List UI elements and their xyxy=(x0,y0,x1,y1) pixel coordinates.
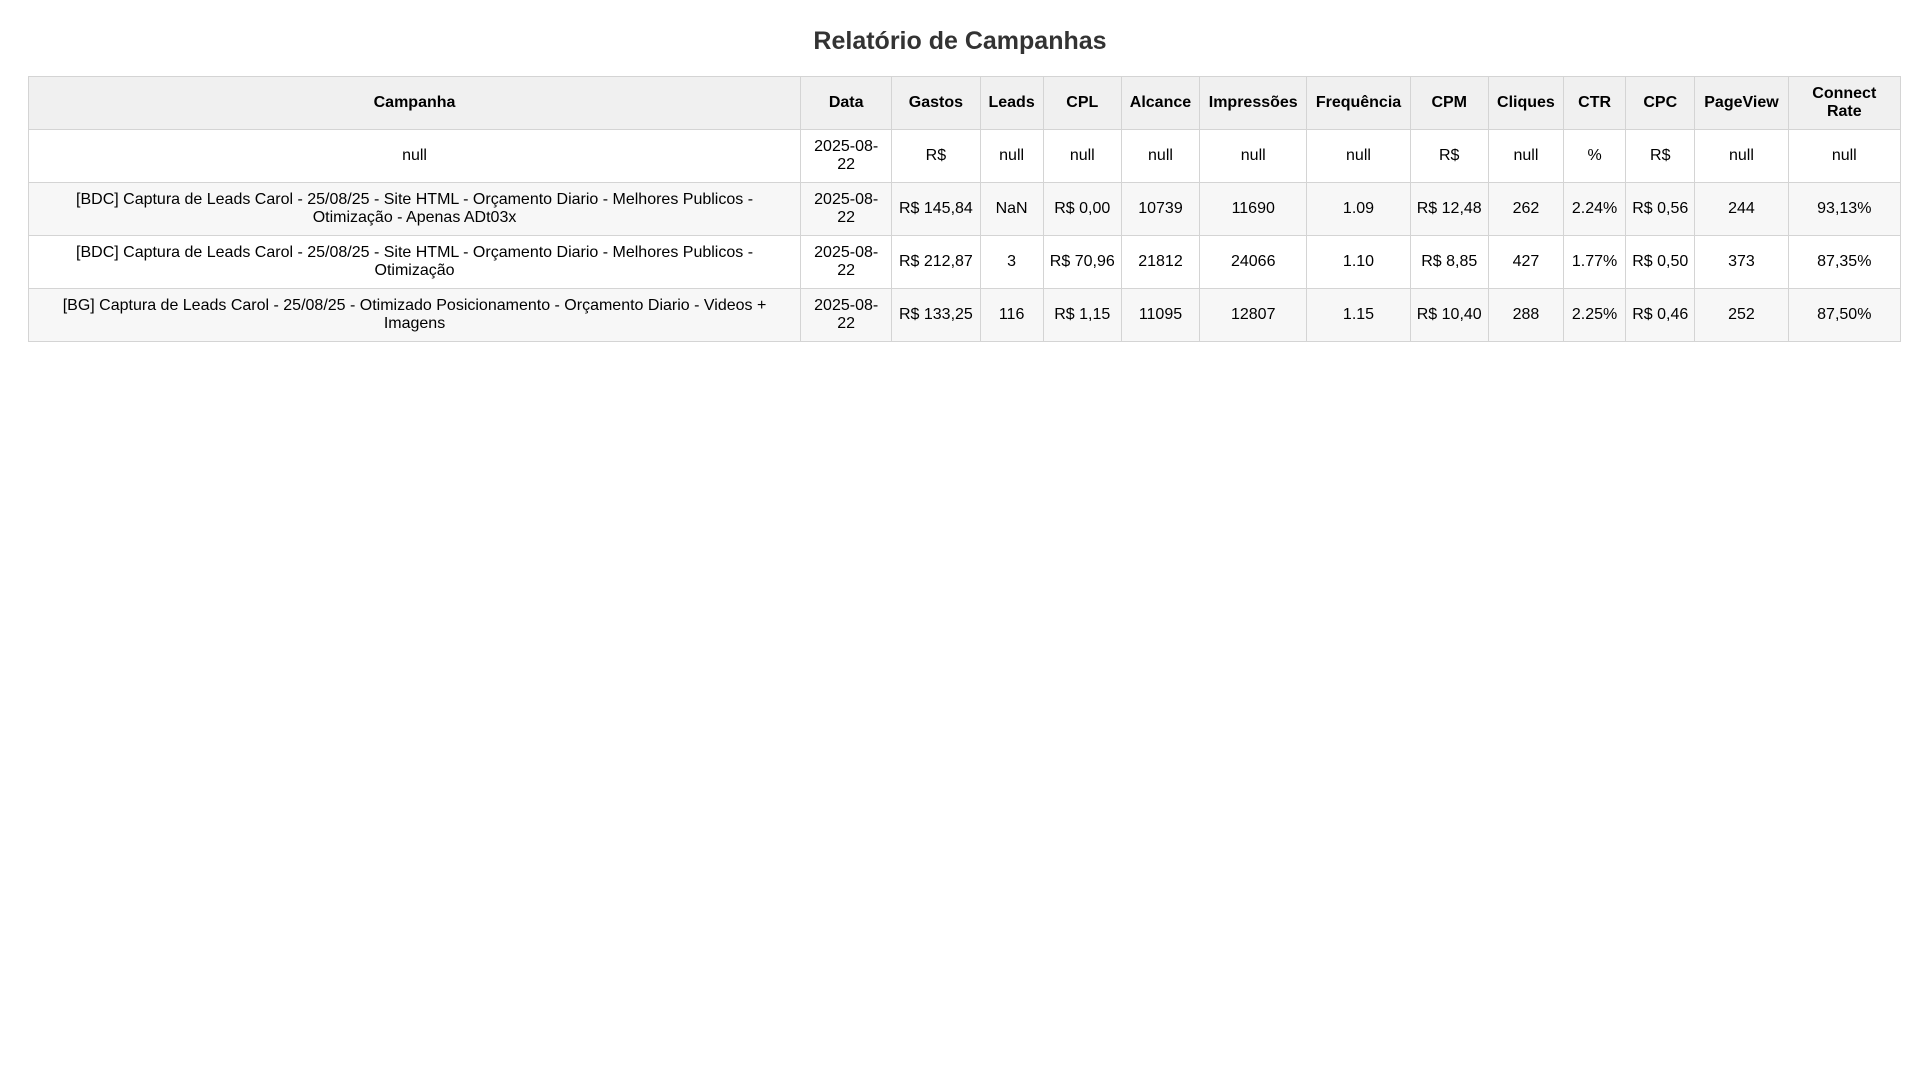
header-campanha: Campanha xyxy=(29,77,801,130)
header-cpc: CPC xyxy=(1626,77,1695,130)
cell-cpc: R$ 0,56 xyxy=(1626,183,1695,236)
cell-cliques: 262 xyxy=(1488,183,1563,236)
table-row xyxy=(29,236,1901,289)
cell-impressoes: null xyxy=(1200,130,1307,183)
cell-cpl: R$ 1,15 xyxy=(1043,289,1121,342)
table-row xyxy=(29,289,1901,342)
cell-alcance: 21812 xyxy=(1121,236,1199,289)
table-row xyxy=(29,130,1901,183)
cell-impressoes: 24066 xyxy=(1200,236,1307,289)
cell-cliques: 427 xyxy=(1488,236,1563,289)
cell-alcance: 11095 xyxy=(1121,289,1199,342)
table-row xyxy=(29,183,1901,236)
cell-data: 2025-08-22 xyxy=(801,289,892,342)
cell-impressoes: 11690 xyxy=(1200,183,1307,236)
cell-campanha: [BG] Captura de Leads Carol - 25/08/25 - Otimizado Posicionamento - Orçamento Diario - Videos + Imagens xyxy=(29,289,801,342)
cell-cpc: R$ 0,50 xyxy=(1626,236,1695,289)
cell-campanha: null xyxy=(29,130,801,183)
cell-pageview: 252 xyxy=(1695,289,1788,342)
header-cpm: CPM xyxy=(1410,77,1488,130)
cell-frequencia: null xyxy=(1307,130,1410,183)
cell-ctr: % xyxy=(1564,130,1626,183)
header-data: Data xyxy=(801,77,892,130)
cell-impressoes: 12807 xyxy=(1200,289,1307,342)
cell-connect-rate: 87,35% xyxy=(1788,236,1900,289)
cell-frequencia: 1.09 xyxy=(1307,183,1410,236)
campaign-report-table xyxy=(28,76,1901,342)
header-gastos: Gastos xyxy=(892,77,980,130)
header-alcance: Alcance xyxy=(1121,77,1199,130)
cell-gastos: R$ 133,25 xyxy=(892,289,980,342)
cell-cpm: R$ xyxy=(1410,130,1488,183)
header-frequencia: Frequência xyxy=(1307,77,1410,130)
cell-gastos: R$ 212,87 xyxy=(892,236,980,289)
cell-pageview: 244 xyxy=(1695,183,1788,236)
cell-data: 2025-08-22 xyxy=(801,183,892,236)
cell-ctr: 1.77% xyxy=(1564,236,1626,289)
cell-pageview: 373 xyxy=(1695,236,1788,289)
header-impressoes: Impressões xyxy=(1200,77,1307,130)
page-title: Relatório de Campanhas xyxy=(813,27,1107,55)
header-pageview: PageView xyxy=(1695,77,1788,130)
cell-alcance: null xyxy=(1121,130,1199,183)
cell-frequencia: 1.10 xyxy=(1307,236,1410,289)
cell-frequencia: 1.15 xyxy=(1307,289,1410,342)
cell-connect-rate: 87,50% xyxy=(1788,289,1900,342)
cell-cpm: R$ 8,85 xyxy=(1410,236,1488,289)
cell-cpl: R$ 70,96 xyxy=(1043,236,1121,289)
cell-gastos: R$ xyxy=(892,130,980,183)
cell-cpc: R$ xyxy=(1626,130,1695,183)
table-header-row xyxy=(29,77,1901,130)
cell-cliques: 288 xyxy=(1488,289,1563,342)
header-cliques: Cliques xyxy=(1488,77,1563,130)
cell-campanha: [BDC] Captura de Leads Carol - 25/08/25 - Site HTML - Orçamento Diario - Melhores Publicos - Otimização - Apenas ADt03x xyxy=(29,183,801,236)
header-leads: Leads xyxy=(980,77,1043,130)
cell-connect-rate: 93,13% xyxy=(1788,183,1900,236)
cell-alcance: 10739 xyxy=(1121,183,1199,236)
cell-connect-rate: null xyxy=(1788,130,1900,183)
cell-cpc: R$ 0,46 xyxy=(1626,289,1695,342)
cell-data: 2025-08-22 xyxy=(801,130,892,183)
cell-leads: 116 xyxy=(980,289,1043,342)
cell-pageview: null xyxy=(1695,130,1788,183)
cell-cpm: R$ 10,40 xyxy=(1410,289,1488,342)
cell-campanha: [BDC] Captura de Leads Carol - 25/08/25 - Site HTML - Orçamento Diario - Melhores Publicos - Otimização xyxy=(29,236,801,289)
header-cpl: CPL xyxy=(1043,77,1121,130)
cell-cpl: R$ 0,00 xyxy=(1043,183,1121,236)
cell-gastos: R$ 145,84 xyxy=(892,183,980,236)
header-ctr: CTR xyxy=(1564,77,1626,130)
cell-cpl: null xyxy=(1043,130,1121,183)
cell-data: 2025-08-22 xyxy=(801,236,892,289)
cell-cpm: R$ 12,48 xyxy=(1410,183,1488,236)
cell-leads: null xyxy=(980,130,1043,183)
header-connect-rate: Connect Rate xyxy=(1788,77,1900,130)
cell-leads: NaN xyxy=(980,183,1043,236)
cell-cliques: null xyxy=(1488,130,1563,183)
cell-leads: 3 xyxy=(980,236,1043,289)
cell-ctr: 2.24% xyxy=(1564,183,1626,236)
cell-ctr: 2.25% xyxy=(1564,289,1626,342)
